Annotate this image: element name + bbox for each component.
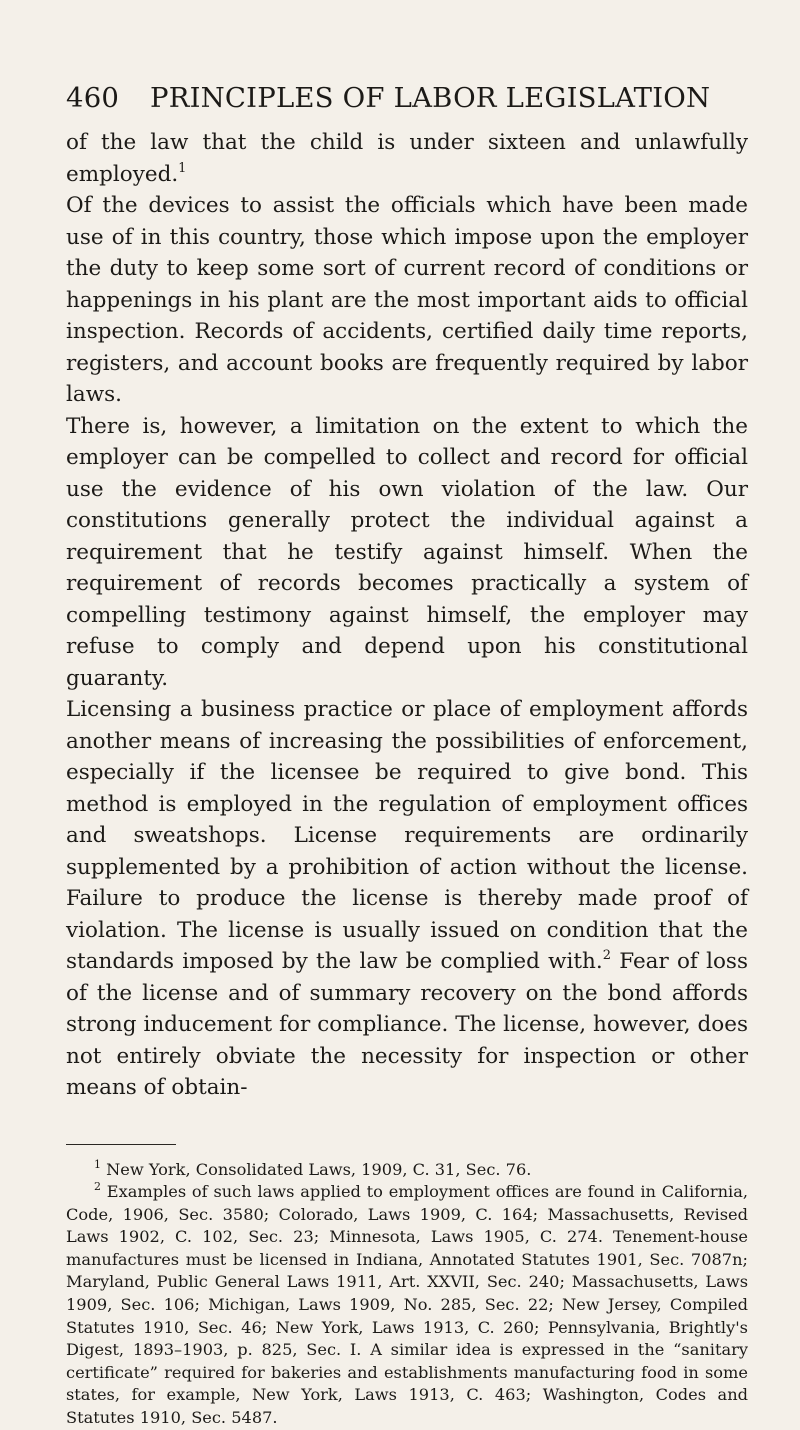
body-text bbox=[66, 127, 748, 1104]
paragraph-4-text-a: Licensing a business practice or place of employment affords another means of increasing the possibilities of enforcement, especially if the licensee be required to give bond. This method is employed in the regulation of employment offices and sweatshops. License requirements are ordinarily supplemented by a prohibition of action without the license. Failure to produce the license is thereby made proof of violation. The license is usually issued on condition that the standards imposed by the law be complied with. bbox=[66, 697, 748, 974]
footnote-2-mark: 2 bbox=[94, 1180, 101, 1194]
footnote-1 bbox=[66, 1159, 748, 1182]
paragraph-1 bbox=[66, 127, 748, 190]
paragraph-2: Of the devices to assist the officials which have been made use of in this country, those which impose upon the employer the duty to keep some sort of current record of conditions or happenings in his plant are the most important aids to official inspection. Records of accidents, certified daily time reports, registers, and account books are frequently required by labor laws. bbox=[66, 193, 748, 407]
footnote-1-mark: 1 bbox=[94, 1157, 101, 1171]
footnote-ref-2: 2 bbox=[602, 948, 611, 963]
book-page bbox=[66, 0, 748, 1430]
footnote-rule bbox=[66, 1144, 176, 1145]
footnote-1-text: New York, Consolidated Laws, 1909, C. 31, Sec. 76. bbox=[101, 1159, 532, 1179]
footnote-2 bbox=[66, 1181, 748, 1430]
paragraph-1-text: of the law that the child is under sixteen and unlawfully employed. bbox=[66, 130, 748, 187]
footnote-2-text: Examples of such laws applied to employment offices are found in California, Code, 1906, Sec. 3580; Colorado, Laws 1909, C. 164; Massachusetts, Revised Laws 1902, C. 102, Sec. 23; Minnesota, Laws 1905, C. 274. Tenement-house manufactures must be licensed in Indiana, Annotated Statutes 1901, Sec. 7087n; Maryland, Public General Laws 1911, Art. XXVII, Sec. 240; Massachusetts, Laws 1909, Sec. 106; Michigan, Laws 1909, No. 285, Sec. 22; New Jersey, Compiled Statutes 1910, Sec. 46; New York, Laws 1913, C. 260; Pennsylvania, Brightly's Digest, 1893–1903, p. 825, Sec. I. A similar idea is expressed in the “sanitary certificate” required for bakeries and establishments manufacturing food in some states, for example, New York, Laws 1913, C. 463; Washington, Codes and Statutes 1910, Sec. 5487. bbox=[66, 1182, 748, 1428]
footnotes bbox=[66, 1159, 748, 1430]
paragraph-4 bbox=[66, 694, 748, 1104]
running-head: PRINCIPLES OF LABOR LEGISLATION bbox=[150, 82, 711, 114]
footnote-ref-1: 1 bbox=[178, 160, 187, 176]
paragraph-3: There is, however, a limitation on the extent to which the employer can be compelled to collect and record for official use the evidence of his own violation of the law. Our constitutions generally protect the individual against a requirement that he testify against himself. When the requirement of records becomes practically a system of compelling testimony against himself, the employer may refuse to comply and depend upon his constitutional guaranty. bbox=[66, 413, 748, 691]
paragraph-4-text-b: Fear of loss of the license and of summary recovery on the bond affords strong inducement for compliance. The license, however, does not entirely obviate the necessity for inspection or other means of obtain- bbox=[66, 949, 748, 1100]
page-header bbox=[66, 80, 748, 116]
page-number: 460 bbox=[66, 82, 120, 114]
